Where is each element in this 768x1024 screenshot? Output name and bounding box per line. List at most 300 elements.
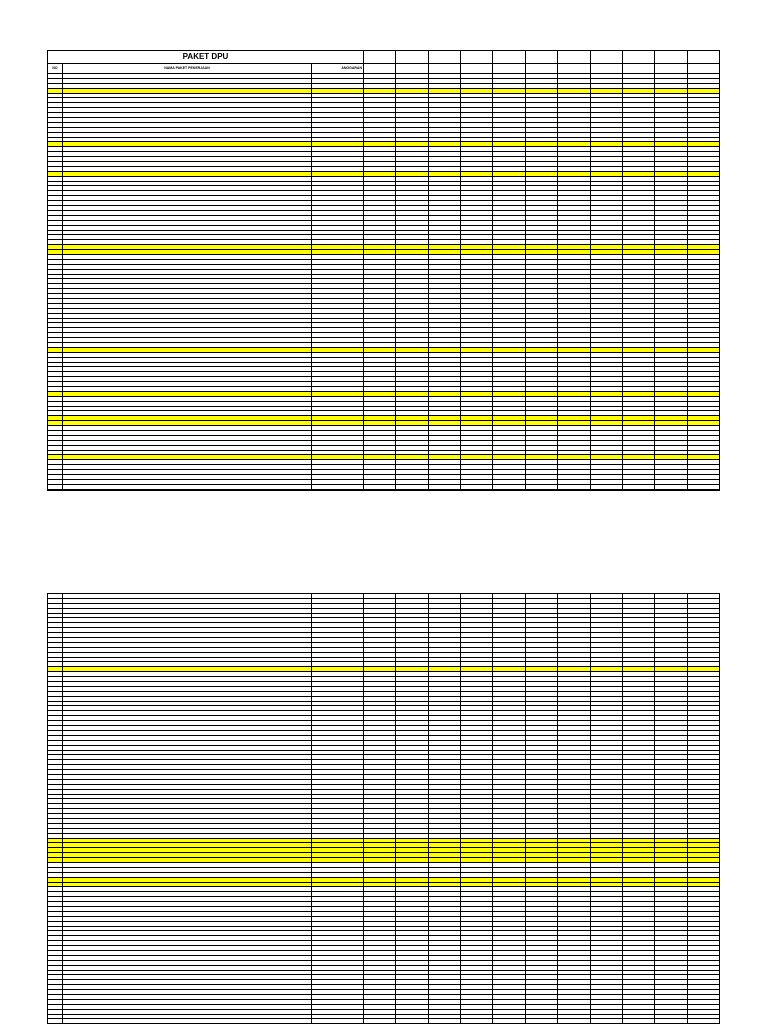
cell-blank[interactable] xyxy=(591,667,623,671)
cell-blank[interactable] xyxy=(655,328,687,332)
cell-blank[interactable] xyxy=(526,470,558,474)
cell-no[interactable] xyxy=(48,211,63,215)
cell-blank[interactable] xyxy=(396,123,428,127)
cell-blank[interactable] xyxy=(461,922,493,926)
cell-blank[interactable] xyxy=(461,387,493,391)
cell-blank[interactable] xyxy=(364,643,396,647)
cell-blank[interactable] xyxy=(591,299,623,303)
cell-blank[interactable] xyxy=(526,721,558,725)
cell-blank[interactable] xyxy=(364,289,396,293)
cell-blank[interactable] xyxy=(526,995,558,999)
cell-blank[interactable] xyxy=(461,614,493,618)
cell-name[interactable] xyxy=(63,887,312,891)
cell-blank[interactable] xyxy=(461,623,493,627)
cell-blank[interactable] xyxy=(688,103,719,107)
cell-blank[interactable] xyxy=(591,770,623,774)
cell-blank[interactable] xyxy=(364,751,396,755)
cell-blank[interactable] xyxy=(688,162,719,166)
cell-blank[interactable] xyxy=(493,485,525,489)
cell-no[interactable] xyxy=(48,138,63,142)
cell-blank[interactable] xyxy=(429,848,461,852)
cell-blank[interactable] xyxy=(461,677,493,681)
cell-blank[interactable] xyxy=(364,328,396,332)
cell-blank[interactable] xyxy=(688,770,719,774)
cell-blank[interactable] xyxy=(461,760,493,764)
cell-blank[interactable] xyxy=(461,147,493,151)
cell-name[interactable] xyxy=(63,931,312,935)
cell-blank[interactable] xyxy=(623,814,655,818)
cell-blank[interactable] xyxy=(461,79,493,83)
cell-blank[interactable] xyxy=(364,775,396,779)
cell-no[interactable] xyxy=(48,231,63,235)
cell-blank[interactable] xyxy=(396,226,428,230)
cell-blank[interactable] xyxy=(396,799,428,803)
cell-blank[interactable] xyxy=(526,480,558,484)
cell-blank[interactable] xyxy=(429,638,461,642)
cell-blank[interactable] xyxy=(364,990,396,994)
cell-amount[interactable] xyxy=(312,221,364,225)
cell-blank[interactable] xyxy=(558,387,590,391)
cell-blank[interactable] xyxy=(461,348,493,352)
cell-blank[interactable] xyxy=(688,133,719,137)
cell-blank[interactable] xyxy=(364,809,396,813)
cell-blank[interactable] xyxy=(396,172,428,176)
cell-blank[interactable] xyxy=(396,980,428,984)
cell-no[interactable] xyxy=(48,814,63,818)
cell-amount[interactable] xyxy=(312,702,364,706)
cell-blank[interactable] xyxy=(493,431,525,435)
cell-blank[interactable] xyxy=(429,966,461,970)
cell-blank[interactable] xyxy=(623,956,655,960)
cell-blank[interactable] xyxy=(591,455,623,459)
cell-blank[interactable] xyxy=(655,216,687,220)
cell-blank[interactable] xyxy=(688,961,719,965)
cell-blank[interactable] xyxy=(655,682,687,686)
cell-blank[interactable] xyxy=(623,922,655,926)
cell-blank[interactable] xyxy=(396,211,428,215)
cell-blank[interactable] xyxy=(688,250,719,254)
cell-blank[interactable] xyxy=(623,1000,655,1004)
cell-blank[interactable] xyxy=(493,755,525,759)
cell-blank[interactable] xyxy=(429,961,461,965)
cell-blank[interactable] xyxy=(364,411,396,415)
cell-blank[interactable] xyxy=(526,451,558,455)
cell-blank[interactable] xyxy=(461,609,493,613)
cell-no[interactable] xyxy=(48,304,63,308)
cell-blank[interactable] xyxy=(461,377,493,381)
cell-no[interactable] xyxy=(48,799,63,803)
cell-blank[interactable] xyxy=(493,995,525,999)
cell-blank[interactable] xyxy=(558,883,590,887)
cell-blank[interactable] xyxy=(429,785,461,789)
cell-blank[interactable] xyxy=(396,426,428,430)
cell-blank[interactable] xyxy=(364,936,396,940)
cell-blank[interactable] xyxy=(364,142,396,146)
cell-blank[interactable] xyxy=(623,995,655,999)
cell-blank[interactable] xyxy=(591,284,623,288)
cell-blank[interactable] xyxy=(688,451,719,455)
cell-blank[interactable] xyxy=(429,397,461,401)
cell-blank[interactable] xyxy=(623,873,655,877)
cell-blank[interactable] xyxy=(623,377,655,381)
cell-blank[interactable] xyxy=(526,319,558,323)
cell-blank[interactable] xyxy=(591,108,623,112)
cell-blank[interactable] xyxy=(558,795,590,799)
cell-blank[interactable] xyxy=(623,451,655,455)
cell-no[interactable] xyxy=(48,201,63,205)
cell-blank[interactable] xyxy=(461,1005,493,1009)
cell-blank[interactable] xyxy=(526,294,558,298)
cell-no[interactable] xyxy=(48,760,63,764)
cell-name[interactable] xyxy=(63,108,312,112)
cell-blank[interactable] xyxy=(493,201,525,205)
cell-blank[interactable] xyxy=(526,618,558,622)
cell-blank[interactable] xyxy=(429,485,461,489)
cell-blank[interactable] xyxy=(364,74,396,78)
cell-blank[interactable] xyxy=(623,226,655,230)
cell-blank[interactable] xyxy=(364,304,396,308)
cell-no[interactable] xyxy=(48,108,63,112)
cell-blank[interactable] xyxy=(461,892,493,896)
cell-blank[interactable] xyxy=(688,235,719,239)
cell-blank[interactable] xyxy=(591,436,623,440)
cell-blank[interactable] xyxy=(429,431,461,435)
cell-blank[interactable] xyxy=(623,314,655,318)
cell-blank[interactable] xyxy=(429,167,461,171)
cell-amount[interactable] xyxy=(312,971,364,975)
cell-blank[interactable] xyxy=(591,706,623,710)
cell-blank[interactable] xyxy=(364,731,396,735)
cell-name[interactable] xyxy=(63,677,312,681)
cell-blank[interactable] xyxy=(655,475,687,479)
cell-no[interactable] xyxy=(48,451,63,455)
cell-no[interactable] xyxy=(48,922,63,926)
cell-amount[interactable] xyxy=(312,270,364,274)
cell-blank[interactable] xyxy=(655,397,687,401)
cell-blank[interactable] xyxy=(526,780,558,784)
cell-amount[interactable] xyxy=(312,834,364,838)
cell-blank[interactable] xyxy=(526,638,558,642)
cell-amount[interactable] xyxy=(312,1015,364,1019)
cell-blank[interactable] xyxy=(429,946,461,950)
cell-blank[interactable] xyxy=(526,216,558,220)
cell-blank[interactable] xyxy=(655,84,687,88)
cell-blank[interactable] xyxy=(623,446,655,450)
cell-blank[interactable] xyxy=(461,799,493,803)
cell-name[interactable] xyxy=(63,936,312,940)
cell-blank[interactable] xyxy=(655,887,687,891)
cell-blank[interactable] xyxy=(623,157,655,161)
cell-blank[interactable] xyxy=(493,883,525,887)
cell-blank[interactable] xyxy=(688,941,719,945)
cell-blank[interactable] xyxy=(688,912,719,916)
cell-amount[interactable] xyxy=(312,672,364,676)
cell-blank[interactable] xyxy=(396,946,428,950)
cell-blank[interactable] xyxy=(591,946,623,950)
cell-name[interactable] xyxy=(63,328,312,332)
cell-name[interactable] xyxy=(63,162,312,166)
cell-no[interactable] xyxy=(48,79,63,83)
cell-no[interactable] xyxy=(48,692,63,696)
cell-blank[interactable] xyxy=(364,1000,396,1004)
cell-amount[interactable] xyxy=(312,142,364,146)
cell-blank[interactable] xyxy=(461,397,493,401)
cell-amount[interactable] xyxy=(312,397,364,401)
cell-name[interactable] xyxy=(63,760,312,764)
cell-blank[interactable] xyxy=(364,633,396,637)
cell-name[interactable] xyxy=(63,431,312,435)
cell-blank[interactable] xyxy=(688,309,719,313)
cell-blank[interactable] xyxy=(655,299,687,303)
cell-amount[interactable] xyxy=(312,648,364,652)
cell-name[interactable] xyxy=(63,697,312,701)
cell-blank[interactable] xyxy=(493,795,525,799)
cell-blank[interactable] xyxy=(623,706,655,710)
cell-blank[interactable] xyxy=(429,858,461,862)
cell-blank[interactable] xyxy=(655,485,687,489)
cell-blank[interactable] xyxy=(655,304,687,308)
cell-blank[interactable] xyxy=(461,907,493,911)
cell-no[interactable] xyxy=(48,741,63,745)
cell-blank[interactable] xyxy=(493,319,525,323)
cell-no[interactable] xyxy=(48,980,63,984)
cell-blank[interactable] xyxy=(493,887,525,891)
cell-amount[interactable] xyxy=(312,638,364,642)
cell-no[interactable] xyxy=(48,314,63,318)
cell-blank[interactable] xyxy=(591,323,623,327)
cell-blank[interactable] xyxy=(558,113,590,117)
cell-blank[interactable] xyxy=(526,275,558,279)
cell-blank[interactable] xyxy=(461,382,493,386)
cell-blank[interactable] xyxy=(493,819,525,823)
cell-blank[interactable] xyxy=(655,1000,687,1004)
cell-blank[interactable] xyxy=(493,892,525,896)
cell-blank[interactable] xyxy=(655,133,687,137)
cell-amount[interactable] xyxy=(312,623,364,627)
cell-blank[interactable] xyxy=(364,907,396,911)
cell-blank[interactable] xyxy=(364,431,396,435)
cell-blank[interactable] xyxy=(688,848,719,852)
cell-no[interactable] xyxy=(48,936,63,940)
cell-name[interactable] xyxy=(63,795,312,799)
cell-amount[interactable] xyxy=(312,814,364,818)
cell-blank[interactable] xyxy=(558,275,590,279)
cell-blank[interactable] xyxy=(558,706,590,710)
cell-blank[interactable] xyxy=(461,658,493,662)
cell-blank[interactable] xyxy=(526,804,558,808)
cell-blank[interactable] xyxy=(688,731,719,735)
cell-blank[interactable] xyxy=(526,172,558,176)
cell-blank[interactable] xyxy=(364,706,396,710)
cell-blank[interactable] xyxy=(591,470,623,474)
cell-blank[interactable] xyxy=(396,407,428,411)
cell-blank[interactable] xyxy=(429,672,461,676)
cell-blank[interactable] xyxy=(558,1005,590,1009)
cell-blank[interactable] xyxy=(591,250,623,254)
cell-amount[interactable] xyxy=(312,123,364,127)
cell-blank[interactable] xyxy=(461,455,493,459)
cell-amount[interactable] xyxy=(312,333,364,337)
cell-amount[interactable] xyxy=(312,157,364,161)
cell-name[interactable] xyxy=(63,907,312,911)
header-blank-cell[interactable] xyxy=(655,51,687,63)
cell-no[interactable] xyxy=(48,927,63,931)
header-blank-cell[interactable] xyxy=(526,51,558,63)
cell-blank[interactable] xyxy=(461,411,493,415)
cell-name[interactable] xyxy=(63,407,312,411)
cell-blank[interactable] xyxy=(655,961,687,965)
cell-blank[interactable] xyxy=(623,103,655,107)
cell-blank[interactable] xyxy=(364,196,396,200)
cell-blank[interactable] xyxy=(493,206,525,210)
cell-name[interactable] xyxy=(63,785,312,789)
cell-blank[interactable] xyxy=(688,927,719,931)
cell-blank[interactable] xyxy=(461,182,493,186)
cell-amount[interactable] xyxy=(312,387,364,391)
cell-blank[interactable] xyxy=(429,614,461,618)
cell-blank[interactable] xyxy=(591,177,623,181)
cell-blank[interactable] xyxy=(688,294,719,298)
cell-blank[interactable] xyxy=(429,878,461,882)
cell-blank[interactable] xyxy=(688,353,719,357)
cell-blank[interactable] xyxy=(364,829,396,833)
cell-amount[interactable] xyxy=(312,1010,364,1014)
cell-blank[interactable] xyxy=(688,917,719,921)
cell-blank[interactable] xyxy=(493,84,525,88)
cell-blank[interactable] xyxy=(461,834,493,838)
cell-blank[interactable] xyxy=(591,304,623,308)
cell-blank[interactable] xyxy=(429,348,461,352)
cell-blank[interactable] xyxy=(429,628,461,632)
cell-blank[interactable] xyxy=(364,172,396,176)
cell-blank[interactable] xyxy=(429,309,461,313)
cell-amount[interactable] xyxy=(312,907,364,911)
cell-blank[interactable] xyxy=(461,142,493,146)
cell-blank[interactable] xyxy=(688,201,719,205)
cell-blank[interactable] xyxy=(623,741,655,745)
cell-blank[interactable] xyxy=(493,971,525,975)
cell-blank[interactable] xyxy=(591,609,623,613)
cell-blank[interactable] xyxy=(558,294,590,298)
cell-blank[interactable] xyxy=(623,245,655,249)
cell-blank[interactable] xyxy=(655,892,687,896)
cell-blank[interactable] xyxy=(493,480,525,484)
cell-blank[interactable] xyxy=(591,721,623,725)
cell-name[interactable] xyxy=(63,883,312,887)
cell-blank[interactable] xyxy=(461,372,493,376)
cell-no[interactable] xyxy=(48,98,63,102)
cell-blank[interactable] xyxy=(655,465,687,469)
cell-no[interactable] xyxy=(48,89,63,93)
cell-blank[interactable] xyxy=(526,348,558,352)
cell-blank[interactable] xyxy=(688,873,719,877)
cell-blank[interactable] xyxy=(688,470,719,474)
cell-amount[interactable] xyxy=(312,338,364,342)
cell-blank[interactable] xyxy=(623,887,655,891)
cell-blank[interactable] xyxy=(526,128,558,132)
cell-blank[interactable] xyxy=(526,152,558,156)
cell-blank[interactable] xyxy=(655,123,687,127)
cell-blank[interactable] xyxy=(429,780,461,784)
cell-no[interactable] xyxy=(48,363,63,367)
cell-no[interactable] xyxy=(48,1015,63,1019)
cell-blank[interactable] xyxy=(623,628,655,632)
cell-blank[interactable] xyxy=(623,221,655,225)
cell-no[interactable] xyxy=(48,1010,63,1014)
cell-blank[interactable] xyxy=(526,731,558,735)
cell-blank[interactable] xyxy=(526,196,558,200)
cell-blank[interactable] xyxy=(396,367,428,371)
cell-blank[interactable] xyxy=(396,201,428,205)
cell-blank[interactable] xyxy=(461,402,493,406)
cell-blank[interactable] xyxy=(364,604,396,608)
cell-name[interactable] xyxy=(63,966,312,970)
cell-blank[interactable] xyxy=(429,922,461,926)
cell-blank[interactable] xyxy=(688,765,719,769)
cell-blank[interactable] xyxy=(493,89,525,93)
cell-blank[interactable] xyxy=(623,799,655,803)
cell-blank[interactable] xyxy=(429,731,461,735)
cell-blank[interactable] xyxy=(429,980,461,984)
cell-blank[interactable] xyxy=(623,594,655,598)
cell-name[interactable] xyxy=(63,951,312,955)
cell-blank[interactable] xyxy=(623,961,655,965)
header-blank-cell[interactable] xyxy=(688,64,719,73)
cell-amount[interactable] xyxy=(312,927,364,931)
cell-blank[interactable] xyxy=(396,951,428,955)
cell-blank[interactable] xyxy=(526,221,558,225)
cell-blank[interactable] xyxy=(364,79,396,83)
cell-amount[interactable] xyxy=(312,108,364,112)
cell-amount[interactable] xyxy=(312,902,364,906)
cell-blank[interactable] xyxy=(461,917,493,921)
cell-name[interactable] xyxy=(63,599,312,603)
cell-blank[interactable] xyxy=(655,687,687,691)
cell-blank[interactable] xyxy=(396,628,428,632)
cell-blank[interactable] xyxy=(493,142,525,146)
cell-blank[interactable] xyxy=(396,245,428,249)
header-blank-cell[interactable] xyxy=(493,64,525,73)
cell-no[interactable] xyxy=(48,765,63,769)
cell-blank[interactable] xyxy=(429,304,461,308)
cell-blank[interactable] xyxy=(526,157,558,161)
cell-amount[interactable] xyxy=(312,1000,364,1004)
cell-blank[interactable] xyxy=(461,790,493,794)
cell-blank[interactable] xyxy=(493,912,525,916)
cell-amount[interactable] xyxy=(312,697,364,701)
cell-amount[interactable] xyxy=(312,265,364,269)
cell-blank[interactable] xyxy=(396,609,428,613)
cell-no[interactable] xyxy=(48,147,63,151)
cell-blank[interactable] xyxy=(591,118,623,122)
cell-blank[interactable] xyxy=(461,927,493,931)
cell-blank[interactable] xyxy=(364,221,396,225)
cell-blank[interactable] xyxy=(623,480,655,484)
cell-name[interactable] xyxy=(63,726,312,730)
cell-blank[interactable] xyxy=(558,648,590,652)
cell-blank[interactable] xyxy=(396,377,428,381)
cell-blank[interactable] xyxy=(396,480,428,484)
cell-blank[interactable] xyxy=(364,726,396,730)
cell-no[interactable] xyxy=(48,887,63,891)
cell-blank[interactable] xyxy=(429,618,461,622)
cell-blank[interactable] xyxy=(591,716,623,720)
cell-blank[interactable] xyxy=(655,721,687,725)
cell-name[interactable] xyxy=(63,961,312,965)
cell-name[interactable] xyxy=(63,770,312,774)
cell-blank[interactable] xyxy=(396,755,428,759)
cell-blank[interactable] xyxy=(364,216,396,220)
